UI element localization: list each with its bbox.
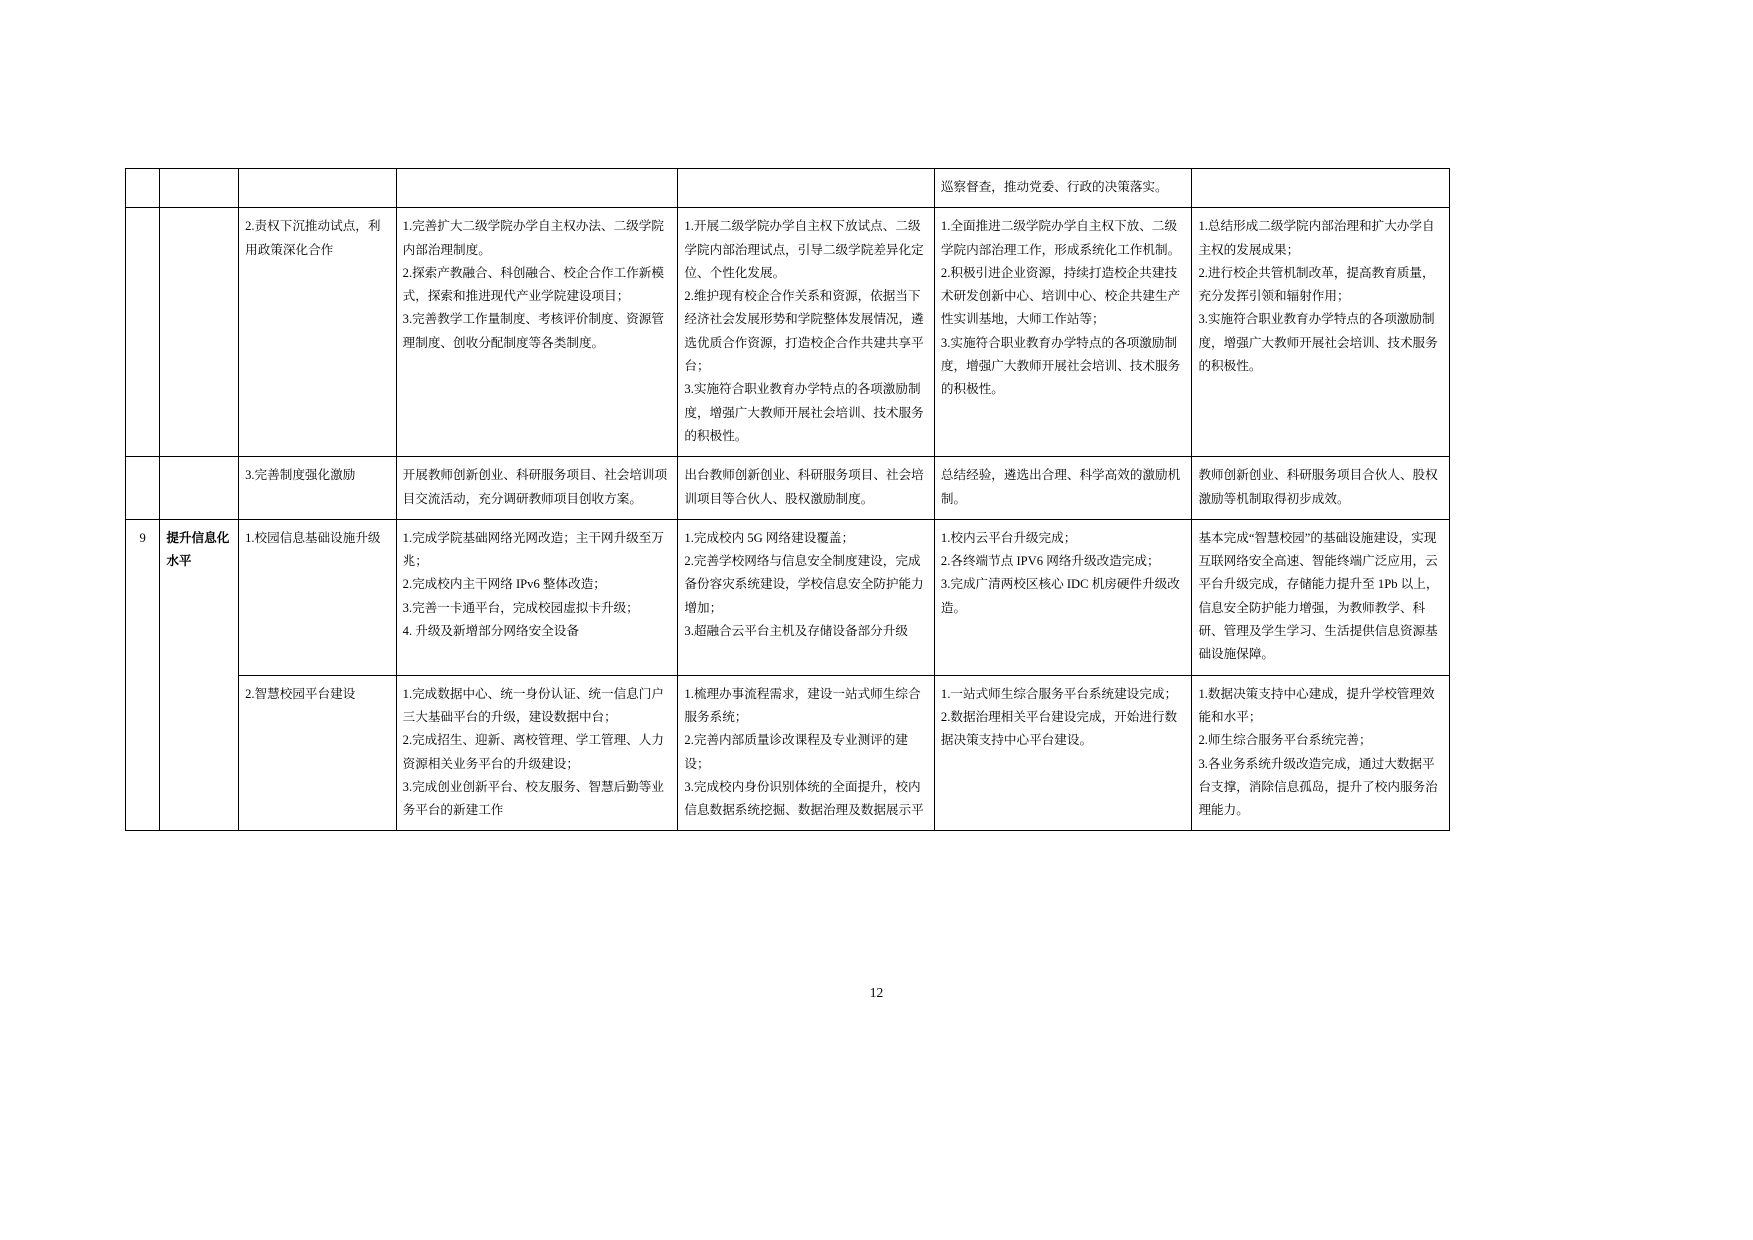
table-row	[126, 208, 1450, 457]
row-year4-cell	[1192, 675, 1450, 831]
cell-paragraph: 2.数据治理相关平台建设完成，开始进行数据决策支持中心平台建设。	[940, 709, 1178, 748]
table-row	[126, 169, 1450, 208]
cell-paragraph: 基本完成“智慧校园”的基础设施建设，实现互联网络安全高速、智能终端广泛应用，云平台升级完成，存储能力提升至 1Pb 以上，信息安全防护能力增强，为教师教学、科研、管理及学生学习、生活提供信息资源基础设施保障。	[1198, 530, 1439, 662]
row-area-cell	[160, 457, 239, 520]
page-number: 12	[869, 985, 884, 1000]
table-row	[126, 457, 1450, 520]
row-task-cell: 1.校园信息基础设施升级	[239, 519, 397, 675]
cell-paragraph: 2.完善内部质量诊改课程及专业测评的建设；	[684, 733, 908, 771]
cell-paragraph: 3.完成校内身份识别体统的全面提升，校内信息数据系统挖掘、数据治理及数据展示平	[684, 779, 924, 818]
table-row	[126, 675, 1450, 831]
cell-paragraph: 1.完善扩大二级学院办学自主权办法、二级学院内部治理制度。	[402, 219, 664, 257]
row-area-cell: 提升信息化水平	[160, 519, 239, 831]
cell-paragraph: 1.开展二级学院办学自主权下放试点、二级学院内部治理试点，引导二级学院差异化定位、个性化发展。	[684, 219, 924, 280]
cell-paragraph: 教师创新创业、科研服务项目合伙人、股权激励等机制取得初步成效。	[1198, 468, 1438, 506]
cell-paragraph: 1.数据决策支持中心建成，提升学校管理效能和水平；	[1198, 686, 1435, 724]
cell-paragraph: 3.完善教学工作量制度、考核评价制度、资源管理制度、创收分配制度等各类制度。	[402, 312, 664, 350]
cell-paragraph: 3.各业务系统升级改造完成，通过大数据平台支撑，消除信息孤岛，提升了校内服务治理能力。	[1198, 756, 1438, 818]
cell-paragraph: 出台教师创新创业、科研服务项目、社会培训项目等合伙人、股权激励制度。	[684, 468, 924, 506]
cell-paragraph: 总结经验，遴选出合理、科学高效的激励机制。	[940, 468, 1181, 506]
cell-paragraph: 2.完成校内主干网络 IPv6 整体改造；	[402, 577, 606, 592]
row-year2-cell	[678, 208, 935, 457]
row-year3-cell	[934, 519, 1192, 675]
row-area-cell	[160, 208, 239, 457]
row-year4-cell	[1192, 169, 1450, 208]
cell-paragraph: 1.完成校内 5G 网络建设覆盖；	[684, 530, 855, 545]
cell-paragraph: 开展教师创新创业、科研服务项目、社会培训项目交流活动，充分调研教师项目创收方案。	[402, 468, 668, 506]
cell-paragraph: 3.完成创业创新平台、校友服务、智慧后勤等业务平台的新建工作	[402, 779, 664, 818]
cell-paragraph: 3.实施符合职业教育办学特点的各项激励制度，增强广大教师开展社会培训、技术服务的积极性。	[684, 382, 924, 443]
cell-paragraph: 1.完成学院基础网络光网改造；主干网升级至万兆；	[402, 530, 664, 569]
cell-paragraph: 1.总结形成二级学院内部治理和扩大办学自主权的发展成果；	[1198, 219, 1435, 257]
row-year1-cell	[396, 675, 678, 831]
cell-paragraph: 巡察督查，推动党委、行政的决策落实。	[940, 180, 1168, 194]
cell-paragraph: 2.师生综合服务平台系统完善；	[1198, 733, 1372, 748]
row-year2-cell	[678, 675, 935, 831]
cell-paragraph: 2.完善学校网络与信息安全制度建设，完成备份容灾系统建设，学校信息安全防护能力增加；	[684, 554, 924, 615]
cell-paragraph: 1.全面推进二级学院办学自主权下放、二级学院内部治理工作，形成系统化工作机制。	[940, 219, 1181, 257]
row-task-cell	[239, 169, 397, 208]
row-year3-cell	[934, 169, 1192, 208]
cell-paragraph: 3.完善一卡通平台，完成校园虚拟卡升级；	[402, 600, 639, 615]
cell-paragraph: 1.一站式师生综合服务平台系统建设完成；	[940, 686, 1178, 701]
cell-paragraph: 1.梳理办事流程需求，建设一站式师生综合服务系统；	[684, 686, 921, 724]
row-year4-cell	[1192, 457, 1450, 520]
row-year1-cell	[396, 169, 678, 208]
cell-paragraph: 1.完成数据中心、统一身份认证、统一信息门户三大基础平台的升级，建设数据中台；	[402, 686, 664, 724]
row-number-cell	[126, 457, 160, 520]
row-year2-cell	[678, 457, 935, 520]
development-plan-table	[125, 168, 1450, 831]
cell-paragraph: 3.超融合云平台主机及存储设备部分升级	[684, 624, 908, 639]
row-year1-cell	[396, 208, 678, 457]
cell-paragraph: 2.进行校企共管机制改革，提高教育质量，充分发挥引领和辐射作用；	[1198, 265, 1435, 304]
cell-paragraph: 2.探索产教融合、科创融合、校企合作工作新模式，探索和推进现代产业学院建设项目；	[402, 265, 664, 304]
cell-paragraph: 1.校内云平台升级完成；	[940, 530, 1077, 545]
row-year3-cell	[934, 675, 1192, 831]
row-area-cell	[160, 169, 239, 208]
cell-paragraph: 2.各终端节点 IPV6 网络升级改造完成；	[940, 554, 1160, 569]
row-number-cell	[126, 208, 160, 457]
row-task-cell: 2.智慧校园平台建设	[239, 675, 397, 831]
cell-paragraph: 3.实施符合职业教育办学特点的各项激励制度，增强广大教师开展社会培训、技术服务的积极性。	[940, 335, 1181, 397]
row-number-cell	[126, 169, 160, 208]
row-year2-cell	[678, 519, 935, 675]
row-year1-cell	[396, 519, 678, 675]
row-task-cell: 2.责权下沉推动试点，利用政策深化合作	[239, 208, 397, 457]
row-number-cell: 9	[126, 519, 160, 831]
row-year1-cell	[396, 457, 678, 520]
table-row	[126, 519, 1450, 675]
row-year3-cell	[934, 208, 1192, 457]
cell-paragraph: 3.完成广清两校区核心 IDC 机房硬件升级改造。	[940, 577, 1180, 615]
row-task-cell: 3.完善制度强化激励	[239, 457, 397, 520]
table-body	[126, 169, 1450, 831]
row-year2-cell	[678, 169, 935, 208]
cell-paragraph: 2.完成招生、迎新、离校管理、学工管理、人力资源相关业务平台的升级建设；	[402, 733, 664, 771]
row-year3-cell	[934, 457, 1192, 520]
cell-paragraph: 4. 升级及新增部分网络安全设备	[402, 624, 579, 639]
cell-paragraph: 2.维护现有校企合作关系和资源，依据当下经济社会发展形势和学院整体发展情况，遴选优质合作资源，打造校企合作共建共享平台；	[684, 289, 924, 374]
cell-paragraph: 3.实施符合职业教育办学特点的各项激励制度，增强广大教师开展社会培训、技术服务的积极性。	[1198, 312, 1438, 374]
row-year4-cell	[1192, 519, 1450, 675]
cell-paragraph: 2.积极引进企业资源，持续打造校企共建技术研发创新中心、培训中心、校企共建生产性实训基地，大师工作站等；	[940, 265, 1181, 327]
row-year4-cell	[1192, 208, 1450, 457]
